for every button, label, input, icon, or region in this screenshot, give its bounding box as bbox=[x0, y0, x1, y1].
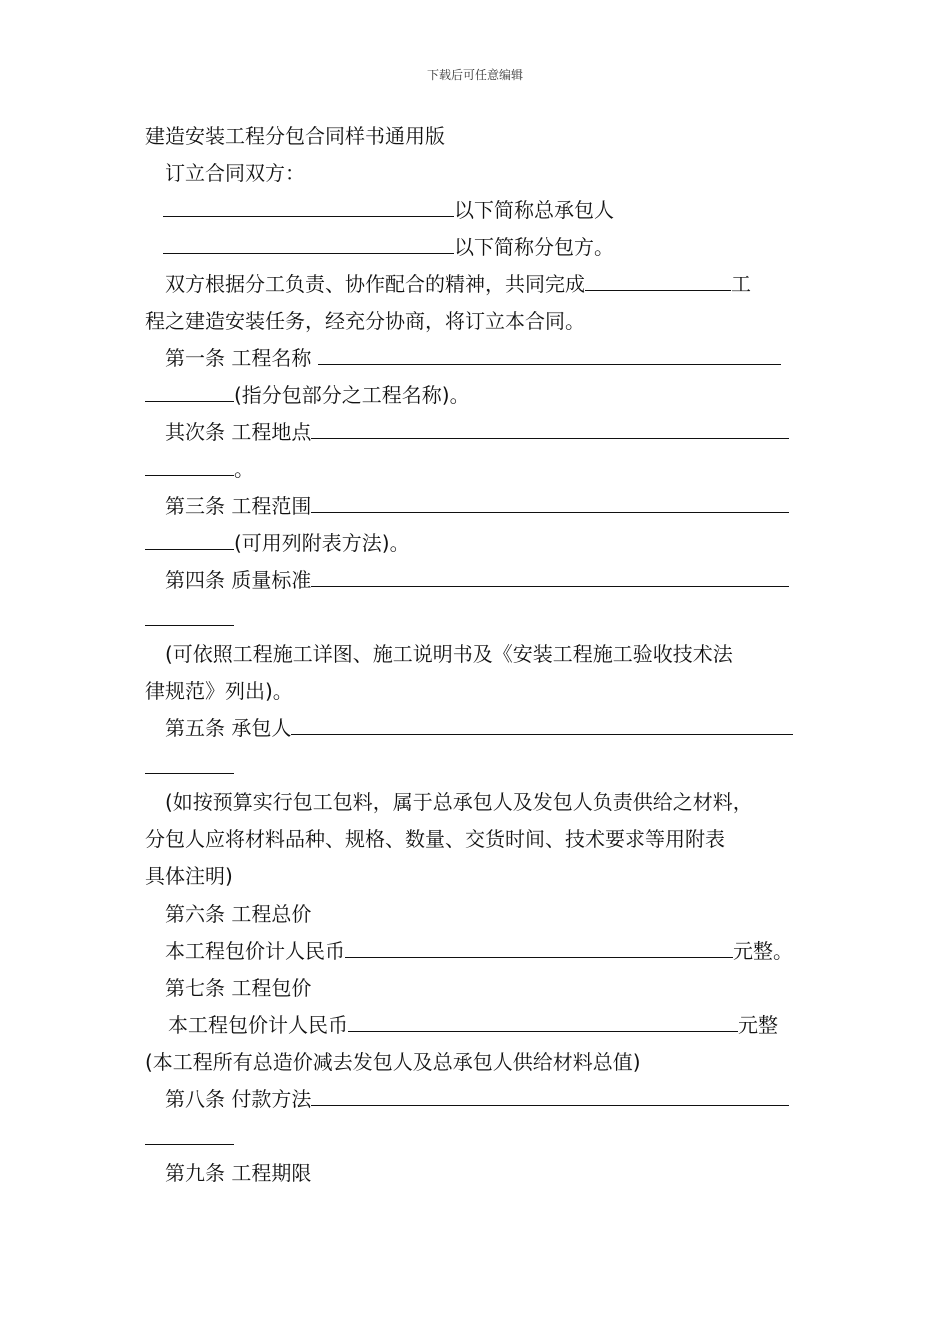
article-1-blank-2 bbox=[145, 381, 234, 402]
article-5-note-1: (如按预算实行包工包料，属于总承包人及发包人负责供给之材料， bbox=[165, 790, 753, 814]
article-7-note: (本工程所有总造价减去发包人及总承包人供给材料总值) bbox=[145, 1050, 641, 1074]
article-3-label: 第三条 工程范围 bbox=[165, 494, 312, 518]
article-3-blank bbox=[311, 492, 789, 513]
article-5-note-3: 具体注明) bbox=[145, 864, 233, 888]
article-4-blank-2 bbox=[145, 625, 234, 626]
article-3-line-2 bbox=[145, 529, 410, 557]
article-4-blank bbox=[311, 566, 789, 587]
article-1-tail: (指分包部分之工程名称)。 bbox=[234, 383, 470, 407]
document-title: 建造安装工程分包合同样书通用版 bbox=[145, 124, 445, 148]
project-blank bbox=[585, 270, 731, 291]
article-1-blank bbox=[318, 344, 781, 365]
article-5-note-2: 分包人应将材料品种、规格、数量、交货时间、技术要求等用附表 bbox=[145, 827, 725, 851]
page-header: 下载后可任意编辑 bbox=[426, 68, 523, 82]
article-2-label: 其次条 工程地点 bbox=[165, 420, 312, 444]
article-3-line bbox=[165, 492, 789, 520]
intro-line-2: 程之建造安装任务，经充分协商，将订立本合同。 bbox=[145, 309, 585, 333]
article-6-price-unit: 元整。 bbox=[733, 939, 793, 963]
article-7-price-unit: 元整 bbox=[738, 1013, 778, 1037]
article-1-line-2 bbox=[145, 381, 470, 409]
general-contractor-line bbox=[163, 196, 614, 224]
intro-line bbox=[165, 270, 751, 298]
article-3-blank-2 bbox=[145, 529, 234, 550]
article-7-price-line bbox=[168, 1011, 778, 1039]
general-contractor-suffix: 以下简称总承包人 bbox=[454, 198, 614, 222]
article-2-tail: 。 bbox=[234, 457, 254, 481]
article-6-price-line bbox=[165, 937, 793, 965]
article-5-blank-2 bbox=[145, 773, 234, 774]
intro-text-end: 工 bbox=[731, 272, 751, 296]
article-2-blank-2 bbox=[145, 455, 234, 476]
article-8-blank bbox=[311, 1085, 789, 1106]
article-4-label: 第四条 质量标准 bbox=[165, 568, 312, 592]
subcontractor-blank bbox=[163, 233, 454, 254]
article-4-note-2: 律规范》列出)。 bbox=[145, 679, 293, 703]
subcontractor-line bbox=[163, 233, 614, 261]
article-2-blank bbox=[311, 418, 789, 439]
article-5-blank bbox=[291, 714, 793, 735]
article-3-tail: (可用列附表方法)。 bbox=[234, 531, 410, 555]
article-9-label: 第九条 工程期限 bbox=[165, 1161, 312, 1185]
article-8-blank-2 bbox=[145, 1144, 234, 1145]
article-2-line-2 bbox=[145, 455, 254, 483]
subcontractor-suffix: 以下简称分包方。 bbox=[454, 235, 614, 259]
article-5-label: 第五条 承包人 bbox=[165, 716, 292, 740]
article-4-note-1: (可依照工程施工详图、施工说明书及《安装工程施工验收技术法 bbox=[165, 642, 733, 666]
article-6-price-blank bbox=[345, 937, 733, 958]
article-7-price-blank bbox=[348, 1011, 738, 1032]
article-1-line bbox=[165, 344, 781, 372]
article-8-line bbox=[165, 1085, 789, 1113]
parties-heading: 订立合同双方： bbox=[165, 161, 305, 185]
article-2-line bbox=[165, 418, 789, 446]
article-1-label: 第一条 工程名称 bbox=[165, 346, 312, 370]
article-8-label: 第八条 付款方法 bbox=[165, 1087, 312, 1111]
article-4-line bbox=[165, 566, 789, 594]
article-7-price-text: 本工程包价计人民币 bbox=[168, 1013, 348, 1037]
article-5-line bbox=[165, 714, 793, 742]
intro-text: 双方根据分工负责、协作配合的精神，共同完成 bbox=[165, 272, 585, 296]
general-contractor-blank bbox=[163, 196, 454, 217]
article-6-price-text: 本工程包价计人民币 bbox=[165, 939, 345, 963]
article-7-label: 第七条 工程包价 bbox=[165, 976, 312, 1000]
article-6-label: 第六条 工程总价 bbox=[165, 902, 312, 926]
